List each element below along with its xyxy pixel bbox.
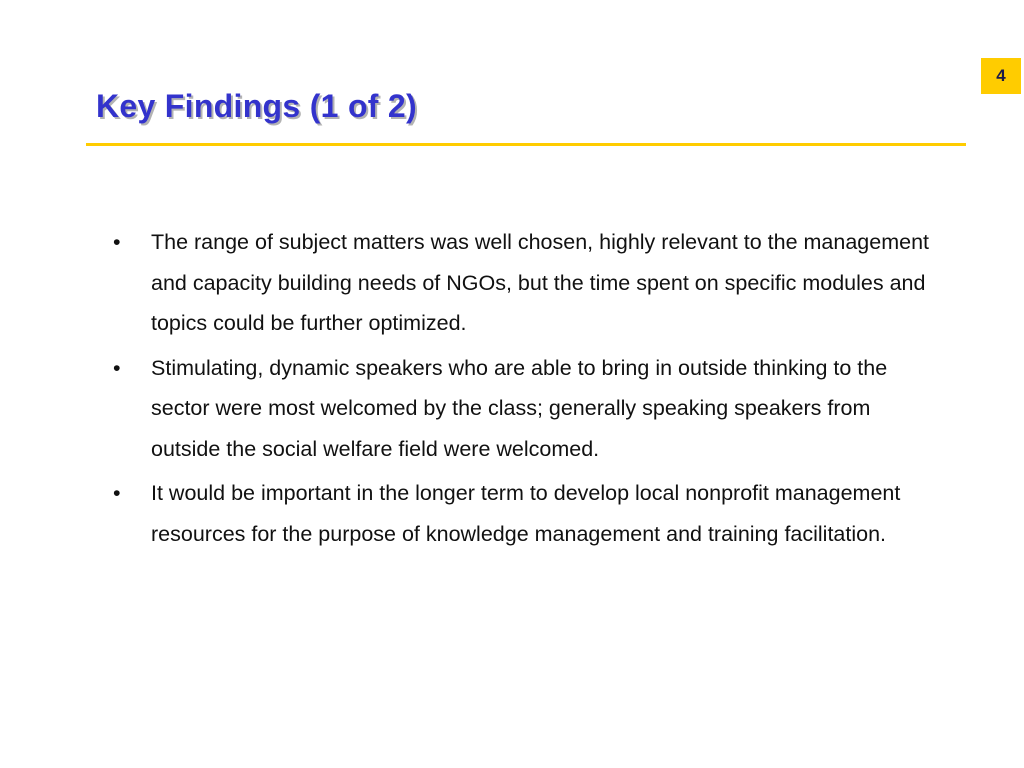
bullet-item: [110, 473, 930, 554]
bullet-icon: •: [113, 481, 121, 505]
bullet-list: [110, 222, 930, 558]
bullet-icon: •: [113, 355, 121, 380]
bullet-text: It would be important in the longer term to develop local nonprofit management resources for the purpose of knowledge management and training facilitation.: [151, 481, 901, 546]
bullet-item: [110, 222, 930, 344]
bullet-text: The range of subject matters was well chosen, highly relevant to the management and capacity building needs of NGOs, but the time spent on specific modules and topics could be further optimized.: [151, 230, 929, 335]
bullet-item: [110, 348, 930, 470]
bullet-text: Stimulating, dynamic speakers who are able to bring in outside thinking to the sector were most welcomed by the class; generally speaking speakers from outside the social welfare field were welcomed.: [151, 355, 888, 461]
title-divider: [86, 143, 966, 146]
bullet-icon: •: [113, 230, 121, 254]
page-number-badge: 4: [981, 58, 1021, 94]
slide-title: Key Findings (1 of 2): [96, 88, 417, 124]
